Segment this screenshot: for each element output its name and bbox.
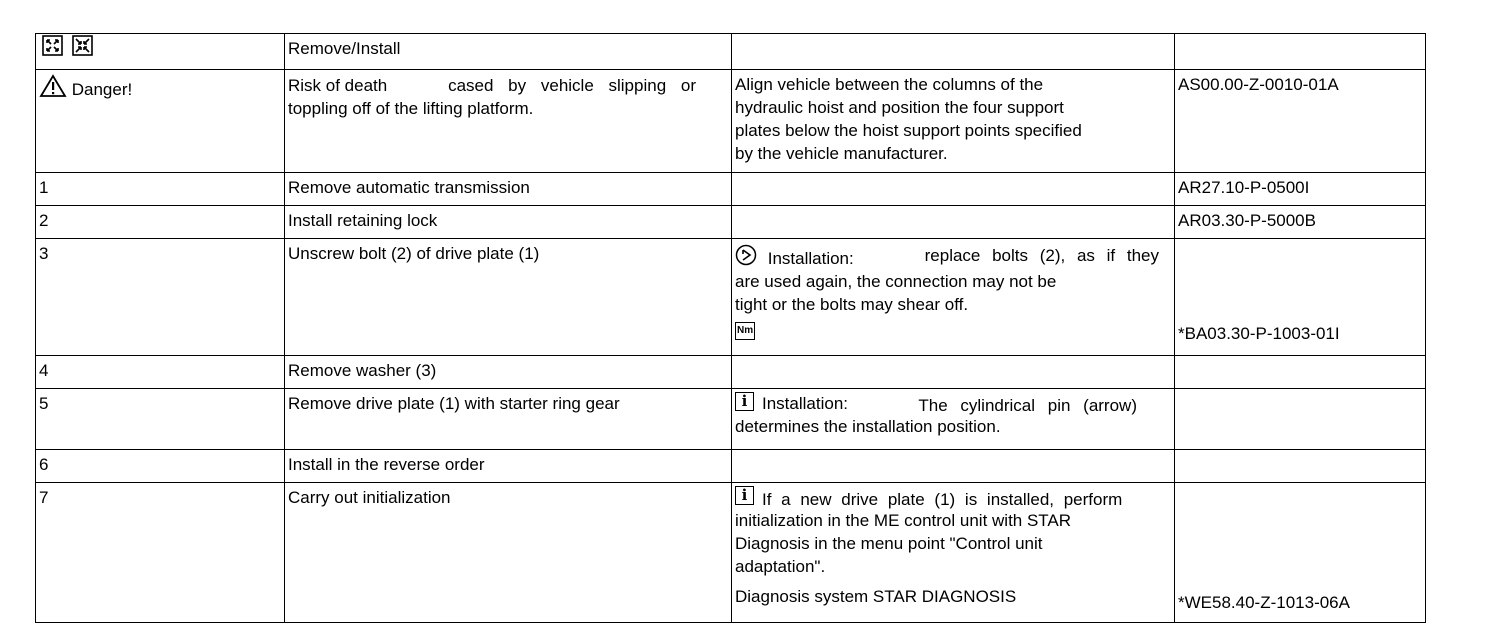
empty-cell — [732, 450, 1175, 483]
step-number: 3 — [36, 239, 285, 356]
empty-cell — [732, 34, 1175, 70]
ref-link[interactable]: *WE58.40-Z-1013-06A — [1178, 593, 1350, 612]
arrows-in-icon — [73, 36, 92, 55]
note-line: Align vehicle between the columns of the — [735, 75, 1044, 94]
empty-cell — [732, 206, 1175, 239]
step-label: Remove/Install — [285, 34, 732, 70]
ref-link[interactable]: AS00.00-Z-0010-01A — [1175, 70, 1426, 173]
step-text: Remove drive plate (1) with starter ring gear — [285, 389, 732, 450]
empty-cell — [1175, 389, 1426, 450]
risk-line-1: Risk of death — [288, 76, 388, 95]
table-row — [36, 206, 1426, 239]
note-line: determines the installation position. — [735, 417, 1001, 436]
step-text: Remove automatic transmission — [285, 173, 732, 206]
note-line: Diagnosis in the menu point "Control unit — [735, 534, 1043, 553]
warning-triangle-icon — [39, 74, 67, 98]
ref-link[interactable]: *BA03.30-P-1003-01I — [1178, 324, 1340, 343]
ref-link[interactable]: AR03.30-P-5000B — [1175, 206, 1426, 239]
note-line: are used again, the connection may not be — [735, 272, 1057, 291]
info-icon: i — [735, 486, 754, 505]
risk-cell — [285, 70, 732, 173]
step-text: Install retaining lock — [285, 206, 732, 239]
step-number: 5 — [36, 389, 285, 450]
empty-cell — [1175, 450, 1426, 483]
note-head-rest: replace bolts (2), as if they — [924, 246, 1159, 265]
note-line: by the vehicle manufacturer. — [735, 144, 948, 163]
note-head: Installation: — [762, 394, 848, 413]
note-line: adaptation". — [735, 557, 826, 576]
nm-torque-icon[interactable]: Nm — [735, 322, 755, 340]
ref-link[interactable]: AR27.10-P-0500I — [1175, 173, 1426, 206]
step-text: Install in the reverse order — [285, 450, 732, 483]
table-row — [36, 34, 1426, 70]
note-head: Installation: — [767, 249, 854, 268]
info-icon: i — [735, 392, 754, 411]
empty-cell — [1175, 356, 1426, 389]
procedure-table — [35, 33, 1426, 623]
empty-cell — [1175, 34, 1426, 70]
remove-install-icons-cell — [36, 34, 285, 70]
note-line: initialization in the ME control unit with STAR — [735, 511, 1072, 530]
note-line: tight or the bolts may shear off. — [735, 295, 969, 314]
table-row — [36, 483, 1426, 623]
table-row — [36, 356, 1426, 389]
step-number: 2 — [36, 206, 285, 239]
installation-note-cell — [732, 239, 1175, 356]
step-text: Unscrew bolt (2) of drive plate (1) — [285, 239, 732, 356]
step-number: 6 — [36, 450, 285, 483]
danger-label: Danger! — [71, 80, 133, 99]
empty-cell — [732, 173, 1175, 206]
risk-line-2: toppling off of the lifting platform. — [288, 99, 534, 118]
step-text: Carry out initialization — [285, 483, 732, 623]
risk-line-1b: cased by vehicle slipping or — [448, 76, 696, 95]
ref-cell — [1175, 483, 1426, 623]
diagnosis-system-link[interactable]: Diagnosis system STAR DIAGNOSIS — [735, 587, 1017, 606]
torque-arrow-icon — [735, 244, 759, 266]
ref-cell — [1175, 239, 1426, 356]
table-row — [36, 173, 1426, 206]
step-number: 7 — [36, 483, 285, 623]
step-text: Remove washer (3) — [285, 356, 732, 389]
table-row — [36, 389, 1426, 450]
note-line: plates below the hoist support points specified — [735, 121, 1082, 140]
installation-note-cell — [732, 389, 1175, 450]
step-number: 4 — [36, 356, 285, 389]
table-row — [36, 239, 1426, 356]
note-head-rest: The cylindrical pin (arrow) — [918, 396, 1137, 415]
note-line: hydraulic hoist and position the four support — [735, 98, 1064, 117]
remove-install-icon — [39, 34, 99, 58]
table-row — [36, 450, 1426, 483]
danger-cell — [36, 70, 285, 173]
step-number: 1 — [36, 173, 285, 206]
empty-cell — [732, 356, 1175, 389]
align-note-cell — [732, 70, 1175, 173]
initialization-note-cell — [732, 483, 1175, 623]
note-head-rest: If a new drive plate (1) is installed, perform — [762, 490, 1123, 509]
arrows-out-icon — [43, 36, 62, 55]
danger-row — [36, 70, 1426, 173]
